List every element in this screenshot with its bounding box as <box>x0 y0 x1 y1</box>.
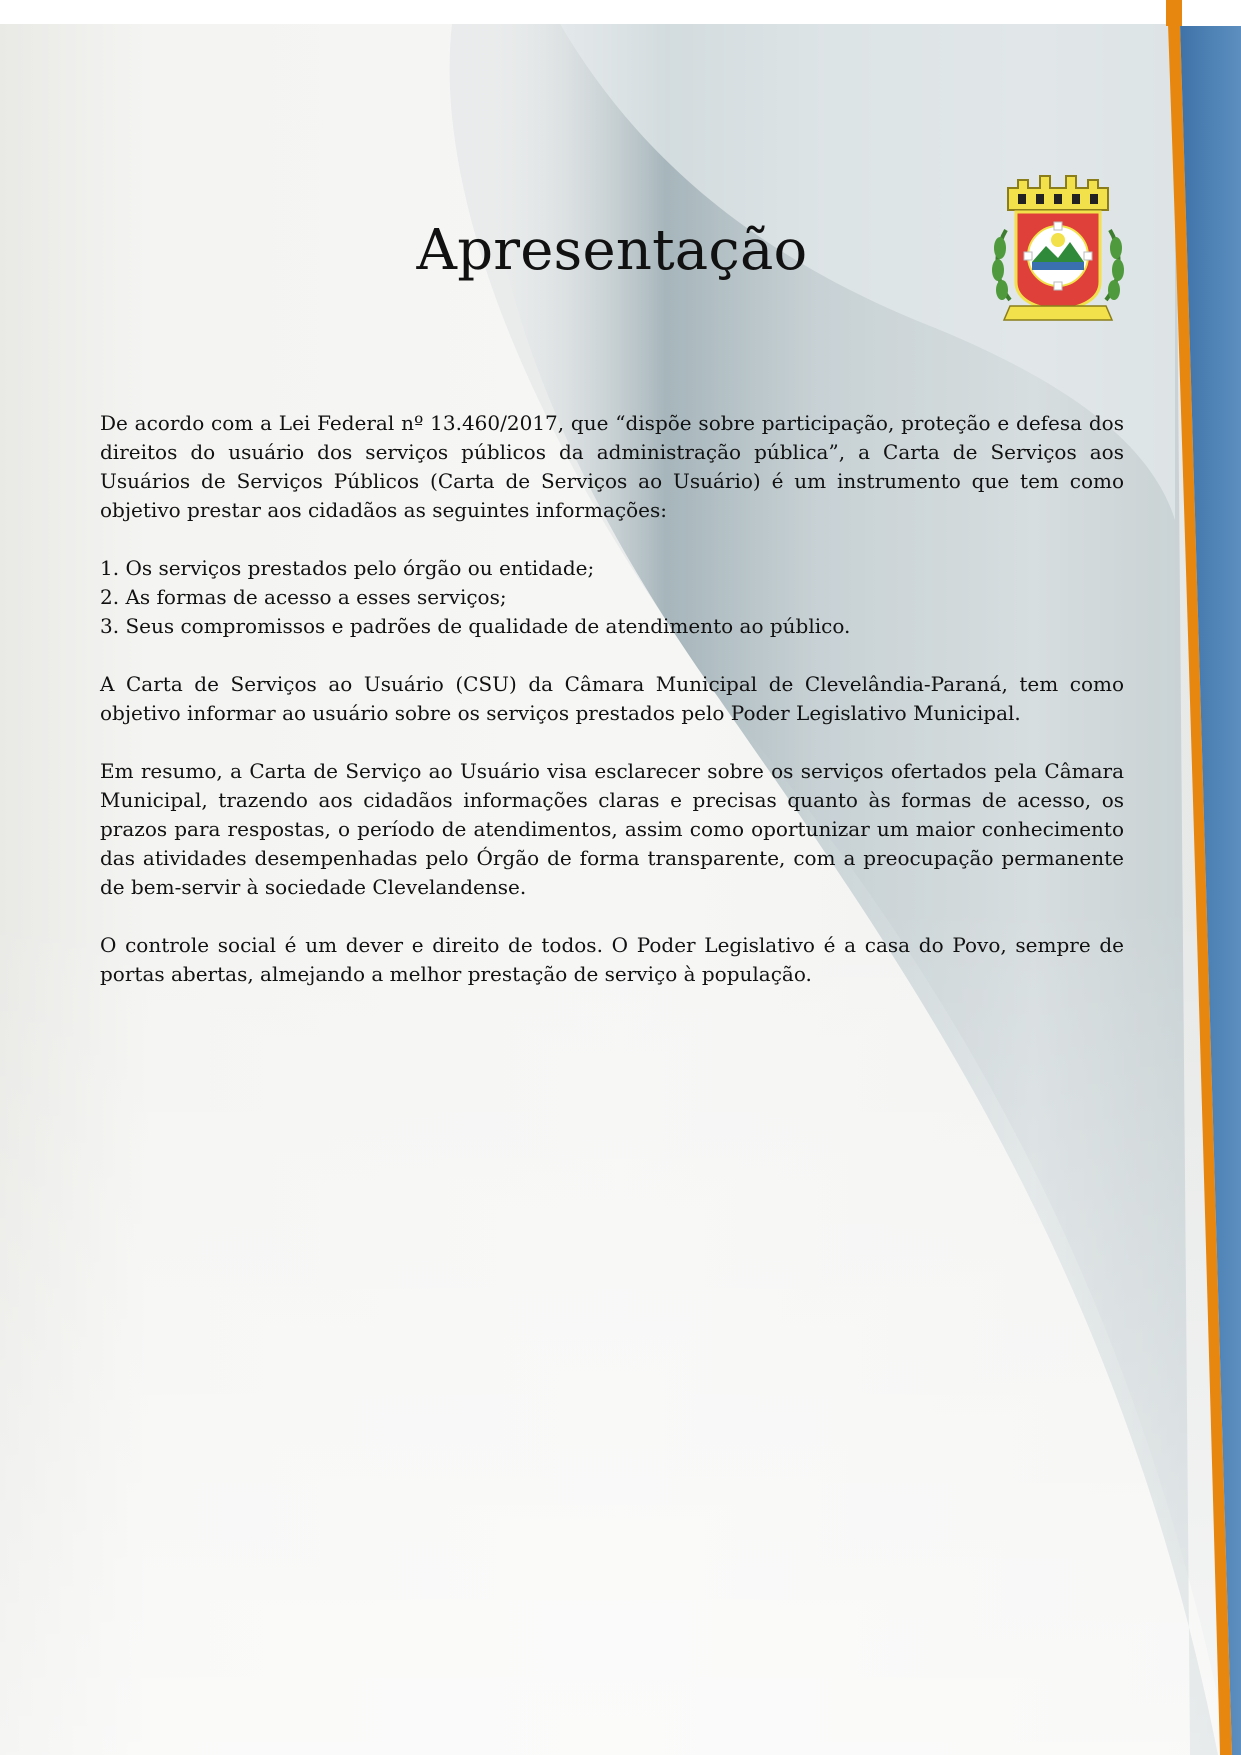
right-branch-icon <box>1106 230 1124 300</box>
left-branch-icon <box>992 230 1010 300</box>
csu-paragraph: A Carta de Serviços ao Usuário (CSU) da Câmara Municipal de Clevelândia-Paraná, tem como objetivo informar ao usuário sobre os serviços prestados pelo Poder Legislativo Municipal. <box>100 672 1124 725</box>
summary-paragraph: Em resumo, a Carta de Serviço ao Usuário visa esclarecer sobre os serviços ofertados pela Câmara Municipal, trazendo aos cidadãos informações claras e precisas quanto às formas de acesso, os prazos para respostas, o período de atendimentos, assim como oportunizar um maior conhecimento das atividades desempenhadas pelo Órgão de forma transparente, com a preocupação permanente de bem-servir à sociedade Clevelandense. <box>100 759 1124 899</box>
list-item: 3. Seus compromissos e padrões de qualidade de atendimento ao público. <box>100 614 851 638</box>
body-content <box>100 409 1124 1018</box>
list-item: 1. Os serviços prestados pelo órgão ou entidade; <box>100 556 595 580</box>
page-title: Apresentação <box>416 218 808 283</box>
shield-icon <box>1016 212 1100 310</box>
closing-paragraph: O controle social é um dever e direito de todos. O Poder Legislativo é a casa do Povo, sempre de portas abertas, almejando a melhor prestação de serviço à população. <box>100 933 1124 986</box>
intro-paragraph: De acordo com a Lei Federal nº 13.460/2017, que “dispõe sobre participação, proteção e defesa dos direitos do usuário dos serviços públicos da administração pública”, a Carta de Serviços aos Usuários de Serviços Públicos (Carta de Serviços ao Usuário) é um instrumento que tem como objetivo prestar aos cidadãos as seguintes informações: <box>100 411 1124 522</box>
municipal-coat-of-arms <box>988 170 1128 326</box>
info-list <box>100 554 1124 641</box>
crown-icon <box>1008 176 1108 210</box>
list-item: 2. As formas de acesso a esses serviços; <box>100 585 507 609</box>
